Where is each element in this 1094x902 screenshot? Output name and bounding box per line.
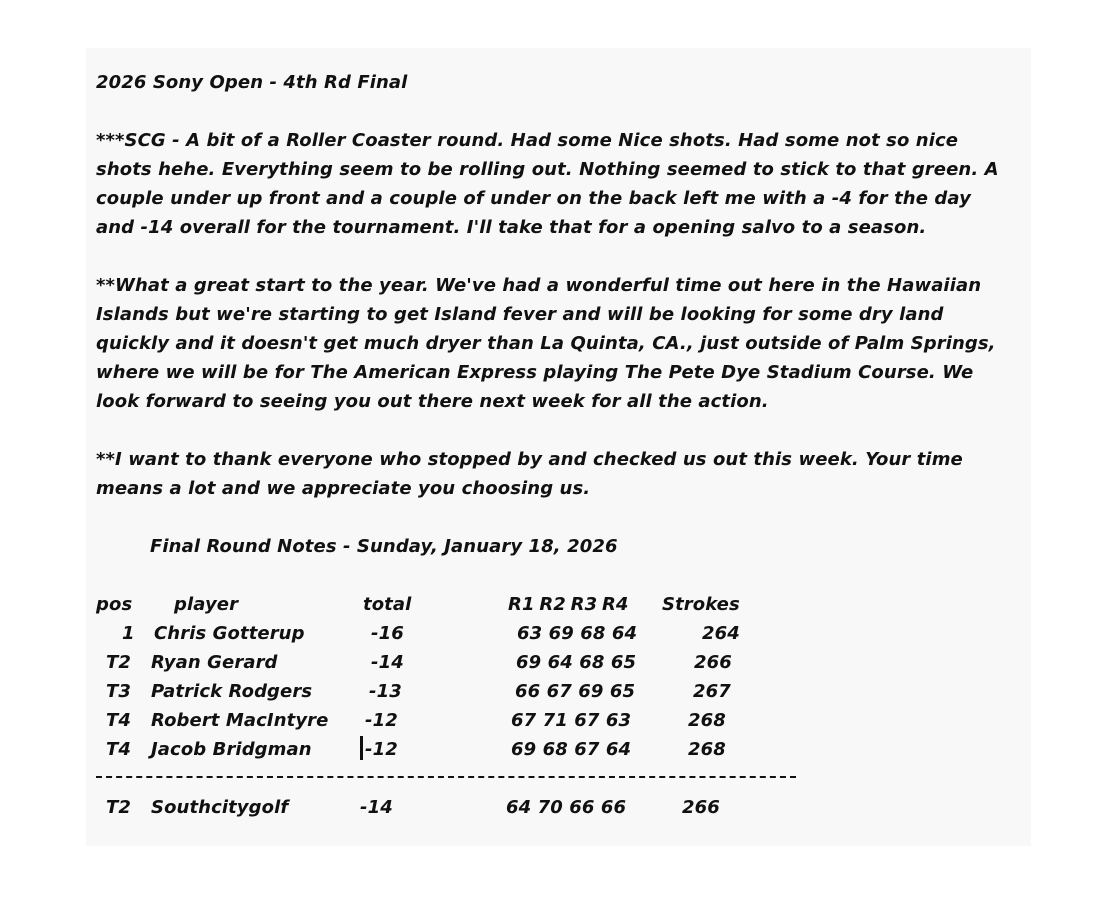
- row-player: Robert MacIntyre: [151, 710, 329, 731]
- text-caret[interactable]: [360, 735, 364, 764]
- row-total: -14: [371, 652, 404, 673]
- row-rounds: 67 71 67 63: [511, 710, 632, 731]
- paragraph-thanks-line-2: means a lot and we appreciate you choosing us.: [96, 478, 591, 499]
- row-strokes: 266: [694, 652, 732, 673]
- summary-player: Southcitygolf: [151, 797, 289, 818]
- summary-total: -14: [360, 797, 393, 818]
- row-total: -12: [365, 739, 398, 760]
- header-strokes: Strokes: [662, 594, 740, 615]
- row-strokes: 267: [693, 681, 731, 702]
- row-player: Patrick Rodgers: [151, 681, 313, 702]
- document-page: [86, 48, 1031, 846]
- row-player: Jacob Bridgman: [151, 739, 312, 760]
- row-total: -12: [365, 710, 398, 731]
- row-pos: 1: [122, 623, 135, 644]
- row-pos: T4: [106, 739, 132, 760]
- summary-strokes: 266: [682, 797, 720, 818]
- row-player: Ryan Gerard: [151, 652, 278, 673]
- row-player: Chris Gotterup: [154, 623, 305, 644]
- row-strokes: 268: [688, 739, 726, 760]
- notes-heading: Final Round Notes - Sunday, January 18, 2026: [150, 536, 618, 557]
- paragraph-great-start-line-3: quickly and it doesn't get much dryer than La Quinta, CA., just outside of Palm Springs,: [96, 333, 996, 354]
- dashed-divider: [96, 776, 796, 778]
- paragraph-great-start-line-2: Islands but we're starting to get Island fever and will be looking for some dry land: [96, 304, 944, 325]
- row-strokes: 264: [702, 623, 740, 644]
- row-strokes: 268: [688, 710, 726, 731]
- row-pos: T2: [106, 652, 132, 673]
- row-rounds: 69 64 68 65: [516, 652, 637, 673]
- row-total: -16: [371, 623, 404, 644]
- paragraph-great-start-line-1: **What a great start to the year. We've had a wonderful time out here in the Hawaiian: [96, 275, 982, 296]
- row-rounds: 69 68 67 64: [511, 739, 632, 760]
- summary-rounds: 64 70 66 66: [506, 797, 627, 818]
- paragraph-scg-line-2: shots hehe. Everything seem to be rolling out. Nothing seemed to stick to that green. A: [96, 159, 999, 180]
- row-pos: T4: [106, 710, 132, 731]
- document-title: 2026 Sony Open - 4th Rd Final: [96, 72, 408, 93]
- row-total: -13: [369, 681, 402, 702]
- row-rounds: 66 67 69 65: [515, 681, 636, 702]
- row-pos: T3: [106, 681, 132, 702]
- summary-pos: T2: [106, 797, 132, 818]
- paragraph-scg-line-3: couple under up front and a couple of under on the back left me with a -4 for the day: [96, 188, 971, 209]
- header-pos: pos: [96, 594, 133, 615]
- header-player: player: [174, 594, 239, 615]
- paragraph-great-start-line-5: look forward to seeing you out there next week for all the action.: [96, 391, 769, 412]
- paragraph-great-start-line-4: where we will be for The American Express playing The Pete Dye Stadium Course. We: [96, 362, 974, 383]
- header-rounds: R1 R2 R3 R4: [508, 594, 629, 615]
- paragraph-scg-line-1: ***SCG - A bit of a Roller Coaster round. Had some Nice shots. Had some not so nice: [96, 130, 959, 151]
- paragraph-scg-line-4: and -14 overall for the tournament. I'll take that for a opening salvo to a season.: [96, 217, 927, 238]
- paragraph-thanks-line-1: **I want to thank everyone who stopped by and checked us out this week. Your time: [96, 449, 963, 470]
- row-rounds: 63 69 68 64: [517, 623, 638, 644]
- header-total: total: [363, 594, 412, 615]
